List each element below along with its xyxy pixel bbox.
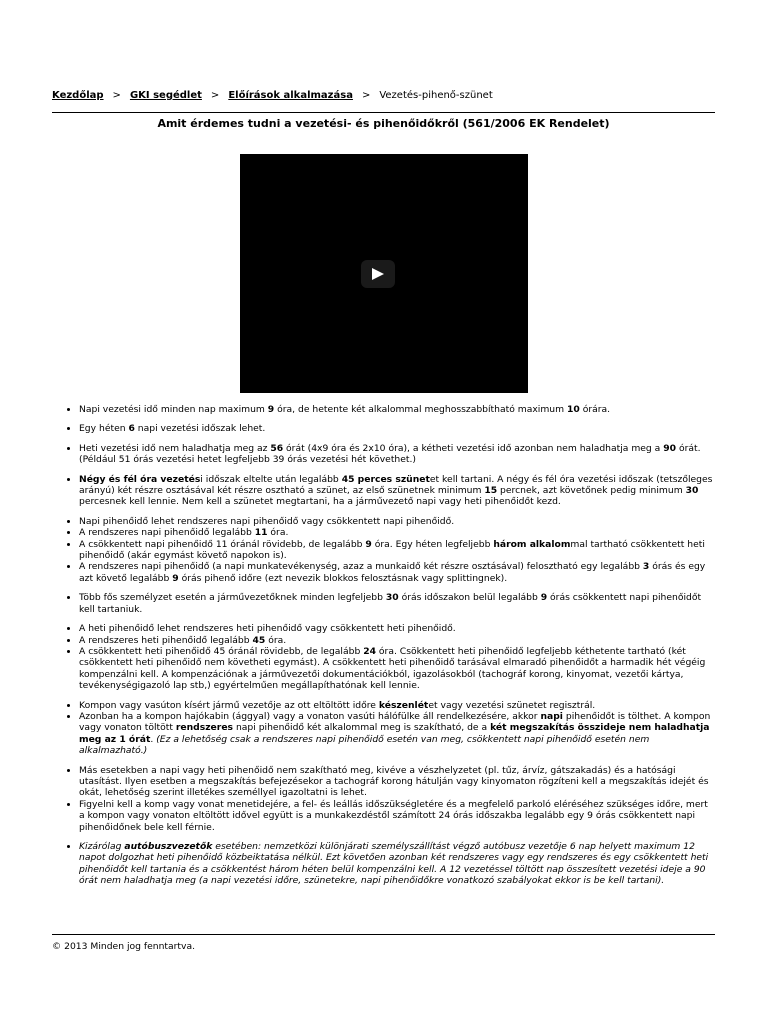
bold-text: készenlét	[378, 699, 429, 711]
bold-text: rendszeres	[175, 722, 234, 734]
text-run: et kell tartani. A négy és fél óra vezetési időszak (tetszőleges arányú) két részre osztásával két részre osztható a szünet, az első szünetnek minimum	[79, 473, 713, 497]
rule-group	[52, 765, 715, 833]
text-run: Heti vezetési idő nem haladhatja meg az	[79, 442, 271, 454]
rule-item	[79, 841, 715, 887]
text-run: órás csökkentett napi pihenőidőt kell tartaniuk.	[79, 592, 702, 615]
rule-item	[79, 561, 715, 584]
bold-text: 3	[642, 561, 650, 573]
rule-item	[79, 443, 715, 466]
text-run: i időszak eltelte után legalább	[200, 473, 342, 485]
rule-group	[52, 623, 715, 691]
play-icon	[372, 268, 384, 280]
text-run: órás és egy azt követő legalább	[79, 561, 706, 584]
rule-group	[52, 700, 715, 757]
breadcrumb-eloirasok-link[interactable]: Előírások alkalmazása	[228, 90, 353, 101]
text-run: Több fős személyzet esetén a járművezetőknek minden legfeljebb	[79, 592, 386, 604]
text-run: órát. (Például 51 órás vezetési hetet legfeljebb 39 órás vezetési hét követhet.)	[79, 442, 701, 466]
bold-text: 30	[385, 592, 399, 604]
bold-text: két megszakítás összideje nem haladhatja meg az 1 órát	[79, 722, 710, 745]
text-run: A heti pihenőidő lehet rendszeres heti pihenőidő vagy csökkentett heti pihenőidő.	[79, 623, 456, 635]
bold-text: 11	[254, 527, 268, 539]
text-run: percnek, azt követőnek pedig minimum	[497, 485, 686, 497]
page-title: Amit érdemes tudni a vezetési- és pihenőidőkről (561/2006 EK Rendelet)	[157, 117, 610, 130]
bold-text: 9	[365, 538, 372, 550]
footer-divider	[52, 934, 715, 935]
text-run: esetében: nemzetközi különjárati személyszállítást végző autóbusz vezetője 6 nap helyett maximum 12 napot dolgozhat heti pihenőidő közbeiktatása nélkül. Ezt követően azonban két rendszeres vagy egy rendszeres és egy csökkentett heti pihenőidőt kell tartania és a csökkentést három héten belül kompenzálni kell. A 12 vezetéssel töltött nap összesített vezetési ideje a 90 órát nem haladhatja meg (a napi vezetési időre, szünetekre, napi pihenőidőkre vonatkozó szabályokat ekkor is be kell tartani).	[79, 841, 709, 887]
rule-item	[79, 799, 715, 833]
bold-text: 45	[252, 634, 266, 646]
text-run: óra. Egy héten legfeljebb	[371, 538, 494, 550]
bold-text: 90	[663, 442, 677, 454]
rule-group	[52, 404, 715, 415]
bold-text: 24	[363, 645, 376, 657]
rule-group	[52, 474, 715, 508]
text-run: .	[150, 733, 157, 745]
text-run: napi pihenőidő két alkalommal meg is szakítható, de a	[233, 722, 491, 734]
text-run: Más esetekben a napi vagy heti pihenőidő nem szakítható meg, kivéve a vészhelyzetet (pl. tűz, árvíz, gátszakadás) és a hatósági utasítást. Ilyen esetben a megszakítás befejezésekor a tachográf korong hátulján vagy kinyomaton rögzíteni kell a megszakítás idejét és okát, lehetőség szerint illetékes személlyel igazoltatni is lehet.	[79, 764, 709, 799]
rule-group	[52, 443, 715, 466]
text-run: Napi pihenőidő lehet rendszeres napi pihenőidő vagy csökkentett napi pihenőidő.	[79, 515, 455, 527]
breadcrumb-separator: >	[112, 90, 121, 101]
bold-text: 15	[484, 485, 498, 497]
rule-item	[79, 404, 715, 415]
text-run: et vagy vezetési szünetet regisztrál.	[428, 699, 596, 711]
breadcrumb-gki-link[interactable]: GKI segédlet	[129, 90, 202, 101]
text-run: óra. Csökkentett heti pihenőidő legfeljebb kéthetente tartható (két csökkentett heti pihenőidő nem követheti egymást). A csökkentett heti pihenőidő tarásával elmaradó pihenőidőt a harmadik hét végéig kompenzálni kell. A kompenzációnak a járművezetői dokumentációkból, igazolásokból (tachográf korong, kinyomat, vezetői kártya, tevékenységigazoló lap stb,) egyértelműen megállapíthatónak kell lennie.	[79, 645, 706, 692]
text-run: Kompon vagy vasúton kísért jármű vezetője az ott eltöltött időre	[79, 699, 379, 711]
rule-item	[79, 516, 715, 527]
bold-text: autóbuszvezetők	[124, 841, 213, 852]
rule-item	[79, 635, 715, 646]
rule-item	[79, 539, 715, 562]
footer-copyright: © 2013 Minden jog fenntartva.	[52, 941, 195, 952]
bold-text: 45 perces szünet	[341, 473, 430, 485]
text-run: percesnek kell lennie. Nem kell a szünetet megtartani, ha a járművezető napi vagy heti pihenőidőt kezd.	[79, 496, 561, 508]
text-run: óra.	[267, 527, 289, 539]
play-button[interactable]	[361, 260, 395, 288]
text-run: Azonban ha a kompon hajókabin (ággyal) vagy a vonaton vasúti hálófülke áll rendelkezésére, akkor	[79, 710, 541, 722]
text-run: A rendszeres heti pihenőidő legalább	[79, 634, 253, 646]
rule-item	[79, 592, 715, 615]
text-run: mal tartható csökkentett heti pihenőidő (akár egymást követő napokon is).	[79, 538, 705, 562]
bold-text: 30	[685, 485, 699, 497]
rule-item	[79, 711, 715, 757]
rule-group	[52, 516, 715, 584]
text-run: órás időszakon belül legalább	[398, 592, 541, 604]
rule-group	[52, 841, 715, 887]
rule-group	[52, 592, 715, 615]
rule-item	[79, 646, 715, 692]
text-run: óra, de hetente két alkalommal meghosszabbítható maximum	[274, 404, 567, 415]
bold-text: 56	[270, 442, 284, 454]
breadcrumb-home-link[interactable]: Kezdőlap	[52, 90, 104, 101]
bold-text: Négy és fél óra vezetés	[79, 473, 201, 485]
bold-text: 9	[267, 404, 275, 415]
text-run: (Ez a lehetőség csak a rendszeres napi pihenőidő esetén van meg, csökkentett napi pihenőidő esetén nem alkalmazható.)	[79, 733, 650, 757]
text-run: A rendszeres napi pihenőidő legalább	[79, 527, 255, 539]
text-run: órára.	[579, 404, 611, 415]
text-run: A rendszeres napi pihenőidő (a napi munkatevékenység, azaz a munkaidő két részre osztásával) felosztható egy legalább	[79, 561, 643, 573]
header-divider	[52, 112, 715, 113]
breadcrumb-separator: >	[361, 90, 371, 101]
bold-text: három alkalom	[493, 538, 571, 550]
rule-item	[79, 527, 715, 538]
bold-text: 9	[172, 572, 179, 584]
text-run: órás pihenő időre (ezt nevezik blokkos felosztásnak vagy splittingnek).	[178, 572, 508, 584]
bold-text: 6	[128, 423, 135, 435]
breadcrumb	[52, 90, 493, 102]
rule-group	[52, 423, 715, 434]
text-run: napi vezetési időszak lehet.	[134, 423, 266, 435]
breadcrumb-current: Vezetés-pihenő-szünet	[379, 90, 493, 101]
bold-text: 10	[566, 404, 580, 415]
text-run: pihenőidőt is tölthet. A kompon vagy vonaton töltött	[79, 710, 711, 734]
text-run: Napi vezetési idő minden nap maximum	[79, 404, 268, 415]
breadcrumb-separator: >	[210, 90, 220, 101]
text-run: óra.	[265, 634, 287, 646]
rule-item	[79, 474, 715, 508]
rule-item	[79, 623, 715, 634]
text-run: A csökkentett napi pihenőidő 11 óránál rövidebb, de legalább	[79, 538, 366, 550]
rule-item	[79, 765, 715, 799]
text-run: órát (4x9 óra és 2x10 óra), a kétheti vezetési idő azonban nem haladhatja meg a	[283, 442, 664, 454]
text-run: Egy héten	[79, 423, 129, 435]
video-player[interactable]	[240, 154, 528, 393]
rule-item	[79, 700, 715, 711]
rules-content	[52, 404, 715, 895]
bold-text: 9	[540, 592, 548, 604]
text-run: A csökkentett heti pihenőidő 45 óránál rövidebb, de legalább	[79, 645, 364, 657]
text-run: Kizárólag	[79, 841, 125, 852]
bold-text: napi	[540, 710, 563, 722]
rule-item	[79, 423, 715, 434]
text-run: Figyelni kell a komp vagy vonat menetidejére, a fel- és leállás időszükségletére és a megfelelő parkoló eléréséhez szükséges időre, mert a kompon vagy vonaton eltöltött idővel együtt is a munkakezdéstől számított 24 órás időszakba legalább egy 9 órás csökkentett napi pihenőidőnek bele kell férnie.	[79, 798, 708, 833]
